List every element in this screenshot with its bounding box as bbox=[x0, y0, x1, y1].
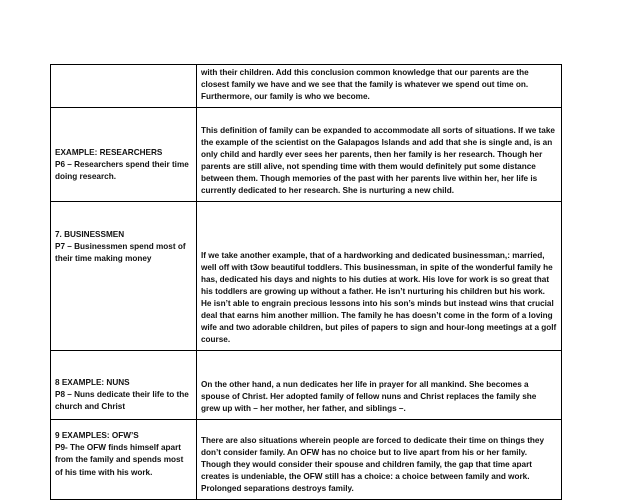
paragraph-cell bbox=[197, 420, 562, 500]
table-row bbox=[51, 108, 562, 202]
outline-heading: 9 EXAMPLES: OFW’S bbox=[55, 431, 139, 441]
paragraph-text: There are also situations wherein people are forced to dedicate their time on things they don’t consider family. An OFW has no choice but to live apart from his or her family. Though they would consider their spouse and children family, the gap that time apart creates is undeniable, the OFW still has a choice: a choice between family and work. Prolonged separations destroys family. bbox=[201, 435, 545, 494]
outline-cell bbox=[51, 420, 197, 500]
outline-heading: 7. BUSINESSMEN bbox=[55, 230, 125, 240]
paragraph-cell: On the other hand, a nun dedicates her life in prayer for all mankind. She becomes a spouse of Christ. Her adopted family of fellow nuns and Christ replaces the family she grew up with – her mother, her father, and siblings –. bbox=[197, 351, 562, 420]
outline-summary: P7 – Businessmen spend most of their time making money bbox=[55, 242, 186, 264]
outline-heading: 8 EXAMPLE: NUNS bbox=[55, 378, 130, 387]
table-row bbox=[51, 420, 562, 500]
table-row bbox=[51, 202, 562, 351]
table-row bbox=[51, 65, 562, 108]
outline-cell bbox=[51, 108, 197, 202]
paragraph-cell: This definition of family can be expanded to accommodate all sorts of situations. If we take the example of the scientist on the Galapagos Islands and add that she is single and, is an only child and hardly ever sees her parents, then her family is her research. Though her parents are still alive, not spending time with them would definitely put some distance between them. Though memories of the past with her parents live within her, her life is currently dedicated to her research. She is nurturing a new child. bbox=[197, 108, 562, 202]
outline-summary: P6 – Researchers spend their time doing research. bbox=[55, 160, 189, 182]
essay-outline-table bbox=[50, 64, 562, 500]
outline-summary: P8 – Nuns dedicate their life to the church and Christ bbox=[55, 390, 189, 412]
outline-cell-empty bbox=[51, 65, 197, 108]
outline-cell bbox=[51, 202, 197, 351]
outline-heading: EXAMPLE: RESEARCHERS bbox=[55, 148, 163, 157]
outline-cell bbox=[51, 351, 197, 420]
paragraph-cell bbox=[197, 202, 562, 351]
table-row bbox=[51, 351, 562, 420]
paragraph-cell: with their children. Add this conclusion common knowledge that our parents are the closest family we have and we see that the family is whatever we spend out time on. Furthermore, our family is who we become. bbox=[197, 65, 562, 108]
outline-summary: P9- The OFW finds himself apart from the family and spends most of his time with his work. bbox=[55, 443, 184, 477]
paragraph-text: If we take another example, that of a hardworking and dedicated businessman,: married, well off with t3ow beautiful toddlers. This businessman, in spite of the wonderful family he has, dedicated his days and nights to his duties at work. His love for work is so great that his toddlers are growing up without a father. He isn’t nurturing his children but his work. He isn’t able to engrain precious lessons into his son’s minds but instead wins that crucial deal that earns him another million. The family he has doesn’t come in the form of a loving wife and two adorable children, but piles of papers to sign and hour-long meetings at a golf course. bbox=[201, 250, 557, 345]
